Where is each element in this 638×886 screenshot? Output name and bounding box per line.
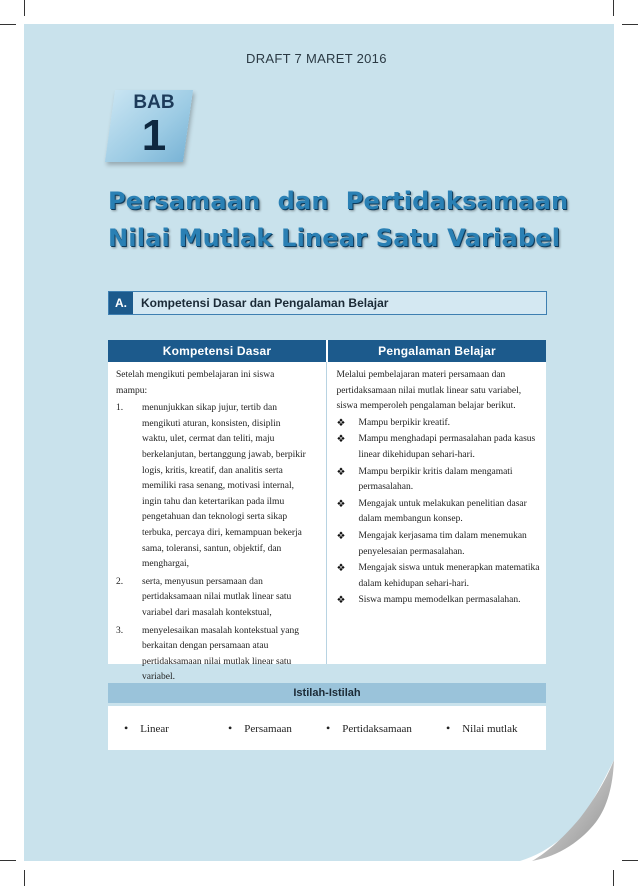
item-number: 3. xyxy=(116,625,124,636)
table-header xyxy=(108,340,546,362)
section-letter: A. xyxy=(109,292,133,314)
crop-mark xyxy=(622,860,638,861)
item-text: Siswa mampu memodelkan permasalahan. xyxy=(358,595,521,606)
diamond-bullet-icon: ❖ xyxy=(336,417,346,429)
chapter-title-line-1: Persamaan dan Pertidaksamaan xyxy=(108,187,569,215)
istilah-term xyxy=(228,721,292,736)
diamond-bullet-icon: ❖ xyxy=(336,563,346,575)
diamond-bullet-icon: ❖ xyxy=(336,498,346,510)
page-curl-icon xyxy=(520,760,614,861)
chapter-label: BAB xyxy=(133,92,175,113)
pengalaman-item xyxy=(337,465,543,496)
diamond-bullet-icon: ❖ xyxy=(336,530,346,542)
pengalaman-item xyxy=(337,593,543,609)
chapter-title-line-2: Nilai Mutlak Linear Satu Variabel xyxy=(108,224,561,252)
istilah-term xyxy=(124,721,169,736)
crop-mark xyxy=(622,24,638,25)
term-text: Persamaan xyxy=(244,722,292,735)
item-text: Mampu berpikir kritis dalam mengamati permasalahan. xyxy=(358,466,513,493)
crop-mark xyxy=(24,870,25,886)
section-heading xyxy=(108,291,547,315)
pengalaman-item xyxy=(337,497,543,528)
kompetensi-intro: Setelah mengikuti pembelajaran ini siswa mampu: xyxy=(116,370,275,396)
item-text: Mampu menghadapi permasalahan pada kasus linear dikehidupan sehari-hari. xyxy=(358,434,536,460)
crop-mark xyxy=(0,24,16,25)
col-header-kompetensi: Kompetensi Dasar xyxy=(108,340,328,362)
term-text: Linear xyxy=(140,722,169,735)
pengalaman-item xyxy=(337,432,543,463)
item-number: 2. xyxy=(116,576,124,587)
item-text: Mengajak siswa untuk menerapkan matematika dalam kehidupan sehari-hari. xyxy=(358,563,540,589)
crop-mark xyxy=(0,860,16,861)
bullet-icon: • xyxy=(228,721,233,735)
item-text: Mengajak untuk melakukan penelitian dasar dalam membangun konsep. xyxy=(358,498,527,525)
pengalaman-item xyxy=(337,529,543,560)
istilah-term xyxy=(326,721,412,736)
chapter-number: 1 xyxy=(141,111,167,160)
item-text: Mampu berpikir kreatif. xyxy=(358,417,451,428)
chapter-title xyxy=(108,183,578,257)
section-title: Kompetensi Dasar dan Pengalaman Belajar xyxy=(141,296,389,310)
kompetensi-item xyxy=(116,575,322,622)
diamond-bullet-icon: ❖ xyxy=(336,434,346,446)
bullet-icon: • xyxy=(326,721,331,735)
bullet-icon: • xyxy=(124,721,129,735)
term-text: Pertidaksamaan xyxy=(342,722,412,735)
item-text: menyelesaikan masalah kontekstual yang berkaitan dengan persamaan atau pertidaksamaan nilai mutlak linear satu variabel. xyxy=(142,625,299,683)
item-number: 1. xyxy=(116,403,124,414)
item-text: menunjukkan sikap jujur, tertib dan mengikuti aturan, konsisten, disiplin waktu, ulet, cermat dan teliti, maju berkelanjutan, bertanggung jawab, berpikir logis, kritis, kreatif, dan analitis serta memiliki rasa senang, motivasi internal, ingin tahu dan ketertarikan pada ilmu pengetahuan dan teknologi serta sikap terbuka, percaya diri, kemampuan bekerja sama, toleransi, santun, objektif, dan menghargai, xyxy=(142,403,306,570)
kompetensi-column xyxy=(108,362,327,683)
pengalaman-item xyxy=(337,416,543,432)
istilah-list xyxy=(108,706,546,750)
bullet-icon: • xyxy=(446,721,451,735)
term-text: Nilai mutlak xyxy=(462,722,518,735)
crop-mark xyxy=(613,870,614,886)
kompetensi-item xyxy=(116,401,322,573)
draft-label: DRAFT 7 MARET 2016 xyxy=(246,51,387,66)
crop-mark xyxy=(24,0,25,16)
table-body xyxy=(108,362,546,683)
item-text: serta, menyusun persamaan dan pertidaksamaan nilai mutlak linear satu variabel dari masalah kontekstual, xyxy=(142,576,292,618)
istilah-term xyxy=(446,721,518,736)
pengalaman-column xyxy=(327,362,547,664)
col-header-pengalaman: Pengalaman Belajar xyxy=(378,344,496,358)
competency-table xyxy=(108,340,546,683)
pengalaman-intro: Melalui pembelajaran materi persamaan dan pertidaksamaan nilai mutlak linear satu variabel, siswa memperoleh pengalaman belajar berikut. xyxy=(336,370,522,412)
crop-mark xyxy=(613,0,614,16)
pengalaman-item xyxy=(337,561,543,592)
diamond-bullet-icon: ❖ xyxy=(336,466,346,478)
istilah-header: Istilah-Istilah xyxy=(108,683,546,703)
item-text: Mengajak kerjasama tim dalam menemukan penyelesaian permasalahan. xyxy=(358,530,527,557)
kompetensi-item xyxy=(116,624,322,686)
diamond-bullet-icon: ❖ xyxy=(336,595,346,607)
